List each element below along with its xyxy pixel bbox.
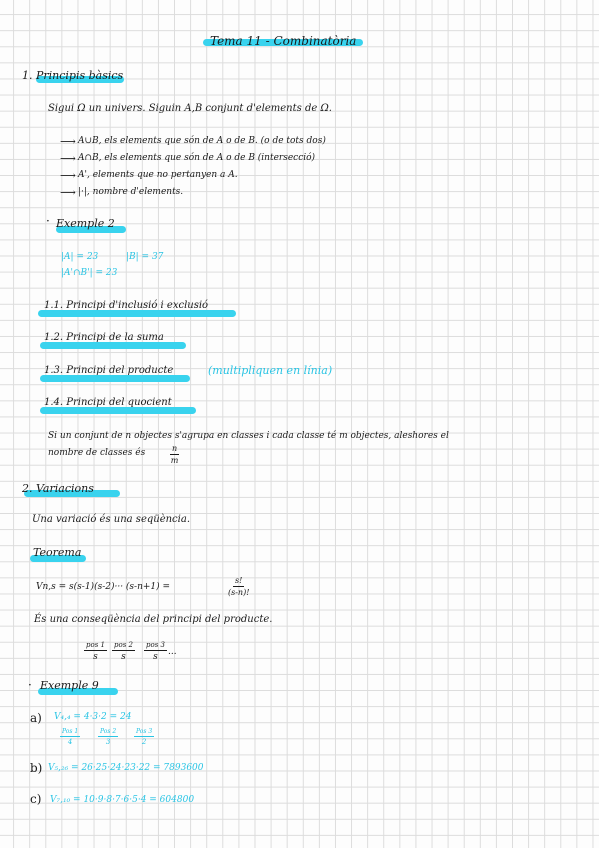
item-a-label: a) — [30, 711, 42, 725]
section1-heading: 1. Principis bàsics — [22, 69, 124, 82]
variation-num: s! — [235, 576, 243, 585]
item-b-label: b) — [30, 761, 43, 775]
arrow-icon: ⟶ — [60, 152, 76, 165]
quotient-line-2: nombre de classes és — [48, 448, 146, 458]
arrow-icon: ⟶ — [60, 169, 76, 182]
item-a-num: Pos 2 — [100, 728, 117, 735]
section1-intro: Sigui Ω un univers. Siguin A,B conjunt d'elements de Ω. — [48, 103, 332, 114]
example2-line-c: |A'∩B'| = 23 — [61, 268, 118, 278]
sub11-highlight — [38, 310, 236, 317]
position-fraction — [112, 642, 135, 662]
section2-intro: Una variació és una seqüència. — [32, 514, 190, 525]
item-c-text: V₇,₁₀ = 10·9·8·7·6·5·4 = 604800 — [50, 795, 195, 805]
position-den: s — [121, 652, 126, 662]
quotient-den: m — [170, 456, 179, 465]
position-den: s — [153, 652, 158, 662]
item-a-den: 4 — [67, 738, 73, 746]
position-den: s — [93, 652, 98, 662]
variation-formula: Vn,s = s(s-1)(s-2)··· (s-n+1) = — [36, 582, 171, 592]
sub12-heading: 1.2. Principi de la suma — [44, 332, 164, 343]
position-num: pos 3 — [146, 641, 165, 649]
sub12-highlight — [40, 342, 186, 349]
item-a-fraction — [134, 729, 154, 746]
theorem-heading: Teorema — [33, 546, 82, 559]
example2-line-b: |B| = 37 — [126, 252, 164, 262]
bullet-cardinality: |·|, nombre d'elements. — [78, 187, 184, 197]
bullet-dot: · — [46, 214, 50, 228]
quotient-num: n — [172, 444, 178, 453]
example2-line-a: |A| = 23 — [61, 252, 99, 262]
arrow-icon: ⟶ — [60, 186, 76, 199]
section2-heading: 2. Variacions — [22, 482, 94, 495]
variation-fraction — [228, 577, 249, 597]
item-a-den: 2 — [141, 738, 147, 746]
variation-den: (s-n)! — [228, 588, 250, 597]
bullet-intersection: A∩B, els elements que són de A o de B (intersecció) — [78, 153, 316, 163]
bullet-dot: · — [28, 678, 32, 692]
item-b-text: V₅,₂₆ = 26·25·24·23·22 = 7893600 — [48, 763, 204, 773]
bullet-union: A∪B, els elements que són de A o de B. (o de tots dos) — [78, 136, 326, 146]
position-fraction — [144, 642, 167, 662]
sub11-heading: 1.1. Principi d'inclusió i exclusió — [44, 300, 209, 311]
item-a-fraction — [60, 729, 80, 746]
page-title: Tema 11 - Combinatòria — [210, 34, 357, 48]
example2-heading: Exemple 2 — [56, 217, 115, 230]
example9-heading: Exemple 9 — [40, 679, 99, 692]
item-a-den: 3 — [105, 738, 111, 746]
sub14-heading: 1.4. Principi del quocient — [44, 397, 172, 408]
arrow-icon: ⟶ — [60, 135, 76, 148]
item-a-fraction — [98, 729, 118, 746]
item-c-label: c) — [30, 792, 42, 806]
sub14-highlight — [40, 407, 196, 414]
sub13-highlight — [40, 375, 190, 382]
sub13-note: (multipliquen en línia) — [208, 364, 333, 377]
position-fraction — [84, 642, 107, 662]
quotient-line-1: Si un conjunt de n objectes s'agrupa en classes i cada classe té m objectes, aleshores el — [48, 431, 449, 441]
item-a-num: Pos 3 — [136, 728, 153, 735]
position-num: pos 2 — [114, 641, 133, 649]
item-a-num: Pos 1 — [62, 728, 79, 735]
sub13-heading: 1.3. Principi del producte — [44, 365, 174, 376]
bullet-complement: A', elements que no pertanyen a A. — [78, 170, 238, 180]
positions-ellipsis: ... — [168, 647, 177, 657]
position-num: pos 1 — [86, 641, 105, 649]
item-a-text: V₄,₄ = 4·3·2 = 24 — [54, 712, 132, 722]
consequence-text: És una conseqüència del principi del producte. — [34, 614, 273, 625]
quotient-fraction — [170, 445, 179, 465]
